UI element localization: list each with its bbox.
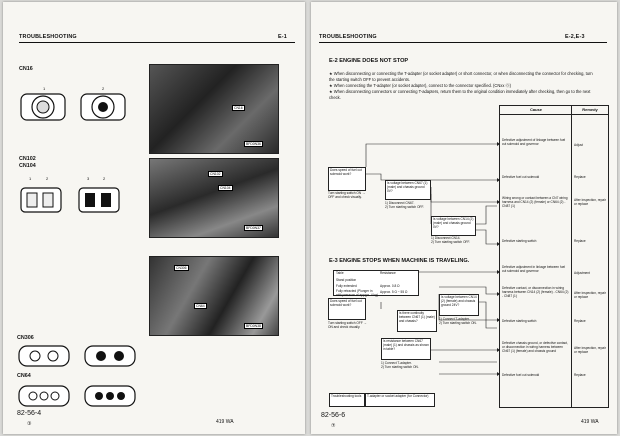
bullet-1: ★ When disconnecting or connecting the T-adapter (or socket adapter) or short connector, or when disconnecting the connector for checking, turn the starting switch OFF to prevent accidents.	[329, 71, 593, 82]
e3-remedy-1: Adjustment	[574, 271, 590, 275]
e3-table-row3: Fully retracted (Plunger in with pressure of approx. 4 kg)	[336, 289, 378, 297]
e2-flow-q2-sub: 1) Disconnect CN67. 2) Turn starting switch OFF.	[385, 201, 424, 209]
left-page	[3, 2, 305, 434]
e2-flow-q1-text: Does speed of fuel cut solenoid work?	[330, 168, 362, 176]
e2-remedy-1: Adjust	[574, 143, 583, 147]
e3-flow-q2	[381, 338, 431, 360]
pin-label: 1	[29, 176, 32, 181]
e2-remedy-3: After inspection, repair or replace	[574, 198, 606, 206]
e3-cause-5: Defective fuel cut solenoid	[502, 373, 540, 377]
right-footer-model: 419 WA	[581, 419, 599, 425]
left-header-title: TROUBLESHOOTING	[19, 34, 77, 40]
e3-remedy-2: After inspection, repair or replace	[574, 291, 606, 299]
e2-remedy-4: Replace	[574, 239, 586, 243]
pin-label: 2	[103, 176, 106, 181]
right-header-code: E-2,E-3	[565, 34, 585, 40]
e2-cause-4: Defective starting switch	[502, 239, 537, 243]
pin-label: 1	[43, 86, 46, 91]
photo-code: BFD0N38	[246, 324, 261, 328]
photo-tag: CN64	[196, 304, 205, 308]
table-header-remedy: Remedy	[582, 107, 598, 112]
legend-right-text: T-adapter or socket adapter (for Connector)	[367, 394, 429, 398]
photo-tag: CN306	[176, 266, 187, 270]
e3-remedy-3: Replace	[574, 319, 586, 323]
photo-tag: CN104	[220, 186, 231, 190]
e3-flow-q1-text: Does speed of fuel cut solenoid work?	[330, 299, 362, 307]
legend-left-text: Troubleshooting tools	[331, 394, 362, 398]
e2-flow-q1-sub: Turn starting switch ON → OFF and check visually.	[328, 191, 366, 199]
photo-tag: CN102	[210, 172, 221, 176]
e2-flow-q3-text: Is voltage between CN14 (2) (male) and chassis ground 0V?	[433, 217, 474, 229]
e3-resistance-table	[333, 270, 419, 296]
e3-remedy-5: Replace	[574, 373, 586, 377]
e2-flow-q1	[328, 167, 366, 191]
section-e3-title: E-3 ENGINE STOPS WHEN MACHINE IS TRAVELING.	[329, 258, 470, 264]
connector-drawing-cn64	[15, 382, 145, 412]
left-footer-sub: ③	[27, 421, 32, 427]
e2-cause-1: Defective adjustment of linkage between fuel cut solenoid and governor	[502, 138, 566, 146]
photo-cn306-cn64	[149, 256, 279, 336]
e2-cause-2: Defective fuel cut solenoid	[502, 175, 540, 179]
e3-table-row2: Fully extended	[336, 284, 357, 288]
e3-table-row2-val: Approx. 0.8 Ω	[380, 284, 400, 288]
e2-remedy-2: Replace	[574, 175, 586, 179]
e3-table-col1: Table	[336, 271, 344, 275]
right-page	[311, 2, 617, 434]
e3-table-col2: Resistance	[380, 271, 396, 275]
connector-drawing-cn16	[17, 84, 137, 134]
section-e2-title: E-2 ENGINE DOES NOT STOP	[329, 58, 409, 64]
right-footer-page: 82-56-6	[321, 412, 346, 419]
e3-cause-1: Defective adjustment in linkage between fuel cut solenoid and governor	[502, 265, 566, 273]
pin-label: 3	[87, 176, 90, 181]
connector-label-cn16: CN16	[19, 66, 33, 72]
left-footer-model: 419 WA	[216, 419, 234, 425]
e3-flow-q4	[439, 294, 479, 316]
e3-flow-q4-sub: 1) Connect T-adapter. 2) Turn starting switch ON.	[439, 317, 477, 325]
e3-remedy-4: After inspection, repair or replace	[574, 346, 606, 354]
left-footer-page: 82-56-4	[17, 410, 42, 417]
connector-label-cn64: CN64	[17, 373, 31, 379]
right-header-title: TROUBLESHOOTING	[319, 34, 377, 40]
e3-table-row1: Stand position	[336, 278, 357, 282]
pin-label: 2	[46, 176, 49, 181]
legend-left	[329, 393, 365, 407]
photo-code: BFD0N36	[246, 142, 261, 146]
e3-flow-q1	[328, 298, 366, 320]
legend-right	[365, 393, 435, 407]
e3-flow-q3	[397, 310, 437, 332]
table-header-cause: Cause	[529, 107, 542, 112]
photo-tag: CN16	[234, 106, 243, 110]
bullet-3: ★ When disconnecting connectors or connecting T-adapters, return them to the original condition immediately after checking, then go to the next check.	[329, 89, 591, 100]
bullet-2: ★ When connecting the T-adapter (or socket adapter), connect to the connector specified. (CNxx ⓪)	[329, 83, 511, 88]
left-header-code: E-1	[278, 34, 287, 40]
e3-cause-3: Defective starting switch	[502, 319, 537, 323]
photo-code: BFD0N37	[246, 226, 261, 230]
e2-flow-q3-sub: 1) Disconnect CN14. 2) Turn starting switch OFF.	[431, 236, 470, 244]
photo-cn16	[149, 64, 279, 154]
right-footer-sub: ⑦	[331, 423, 336, 429]
e2-flow-q2	[385, 180, 431, 200]
e3-flow-q2-sub: 1) Connect T-adapter. 2) Turn starting switch ON.	[381, 361, 419, 369]
connector-label-cn102-cn104: CN102 CN104	[19, 156, 36, 169]
e3-flow-q4-text: Is voltage between CN14 (2) (female) and chassis ground 24V?	[441, 295, 477, 307]
e3-cause-4: Defective chassis ground, or defective contact, or disconnection in wiring harness between CN67 (1) (female) and chassis ground	[502, 341, 568, 353]
left-header-rule	[19, 42, 295, 43]
e2-flow-q2-text: Is voltage between CN67 (1) (male) and chassis ground 0V?	[387, 181, 428, 193]
e2-cause-3: Wiring wrong or contact between a CN7 wiring harness and CN14 (2) (female) or CN64 (2) - CN87 (1)	[502, 196, 568, 208]
e3-flow-q1-sub: Turn starting switch OFF → ON and check visually.	[328, 321, 367, 329]
e3-flow-q3-text: Is there continuity between CN67 (1) (male) and chassis?	[399, 311, 435, 323]
photo-cn102-cn104	[149, 158, 279, 238]
e3-flow-q2-text: Is resistance between CN67 (male) (1) and chassis as shown in table?	[383, 339, 429, 351]
pin-label: 2	[102, 86, 105, 91]
connector-drawing-cn102	[17, 182, 137, 224]
e3-cause-2: Defective contact, or disconnection in wiring harness between CN14 (2) (female) - CN64 (2) - CN87 (1)	[502, 286, 569, 298]
connector-drawing-cn306	[15, 342, 145, 372]
e2-flow-q3	[431, 216, 476, 236]
connector-label-cn306: CN306	[17, 335, 34, 341]
e3-table-row3-val: Approx. 5 Ω ~ 55 Ω	[380, 290, 408, 294]
